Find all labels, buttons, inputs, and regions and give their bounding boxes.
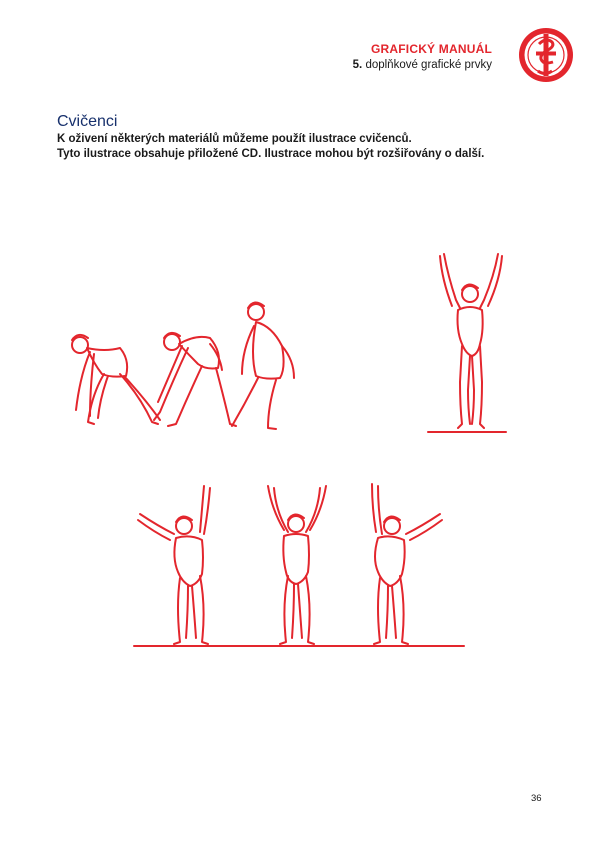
page-header [353, 42, 492, 72]
intro-line-2: Tyto ilustrace obsahuje přiložené CD. Ilustrace mohou být rozšiřovány o další. [57, 148, 485, 160]
section-title: doplňkové grafické prvky [365, 59, 492, 71]
bending-gymnasts-illustration [60, 298, 300, 438]
section-label [353, 58, 492, 72]
sts-emblem-icon [518, 27, 574, 83]
side-stretch-gymnasts-icon [132, 478, 472, 650]
page-number: 36 [531, 793, 542, 804]
section-heading: Cvičenci [57, 113, 118, 130]
raised-arms-gymnast-icon [426, 250, 516, 438]
bending-gymnasts-icon [60, 298, 300, 438]
manual-title: GRAFICKÝ MANUÁL [371, 42, 492, 56]
side-stretch-gymnasts-illustration [132, 478, 472, 650]
section-number: 5. [352, 59, 363, 71]
raised-arms-gymnast-illustration [426, 250, 516, 438]
intro-paragraph [57, 132, 557, 162]
intro-line-1: K oživení některých materiálů můžeme použít ilustrace cvičenců. [57, 133, 412, 145]
